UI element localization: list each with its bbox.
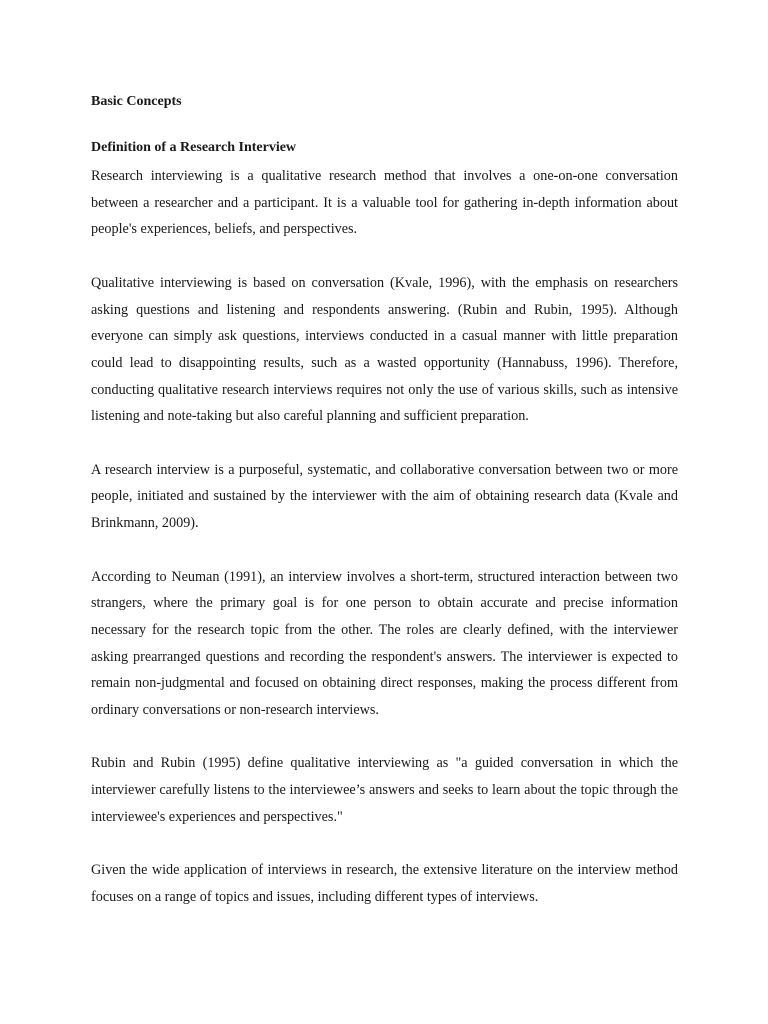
page-title: Basic Concepts [91,94,182,109]
paragraph-6: Given the wide application of interviews in research, the extensive literature on the interview method focuses on a range of topics and issues, including different types of interviews. [91,862,678,905]
section-heading: Definition of a Research Interview [91,140,297,155]
paragraph-2: Qualitative interviewing is based on conversation (Kvale, 1996), with the emphasis on researchers asking questions and listening and respondents answering. (Rubin and Rubin, 1995). Although everyone can simply ask questions, interviews conducted in a casual manner with little preparation could lead to disappointing results, such as a wasted opportunity (Hannabuss, 1996). Therefore, conducting qualitative research interviews requires not only the use of various skills, such as intensive listening and note-taking but also careful planning and sufficient preparation. [91,274,678,425]
paragraph-5: Rubin and Rubin (1995) define qualitative interviewing as "a guided conversation in which the interviewer carefully listens to the interviewee’s answers and seeks to learn about the topic through the interviewee's experiences and perspectives." [91,755,678,825]
paragraph-4: According to Neuman (1991), an interview involves a short-term, structured interaction between two strangers, where the primary goal is for one person to obtain accurate and precise information necessary for the research topic from the other. The roles are clearly defined, with the interviewer asking prearranged questions and recording the respondent's answers. The interviewer is expected to remain non-judgmental and focused on obtaining direct responses, making the process different from ordinary conversations or non-research interviews. [91,568,678,719]
paragraph-1: Research interviewing is a qualitative research method that involves a one-on-one conversation between a researcher and a participant. It is a valuable tool for gathering in-depth information about people's experiences, beliefs, and perspectives. [91,168,678,238]
document-body [91,92,678,937]
paragraph-3: A research interview is a purposeful, systematic, and collaborative conversation between two or more people, initiated and sustained by the interviewer with the aim of obtaining research data (Kvale and Brinkmann, 2009). [91,461,678,532]
